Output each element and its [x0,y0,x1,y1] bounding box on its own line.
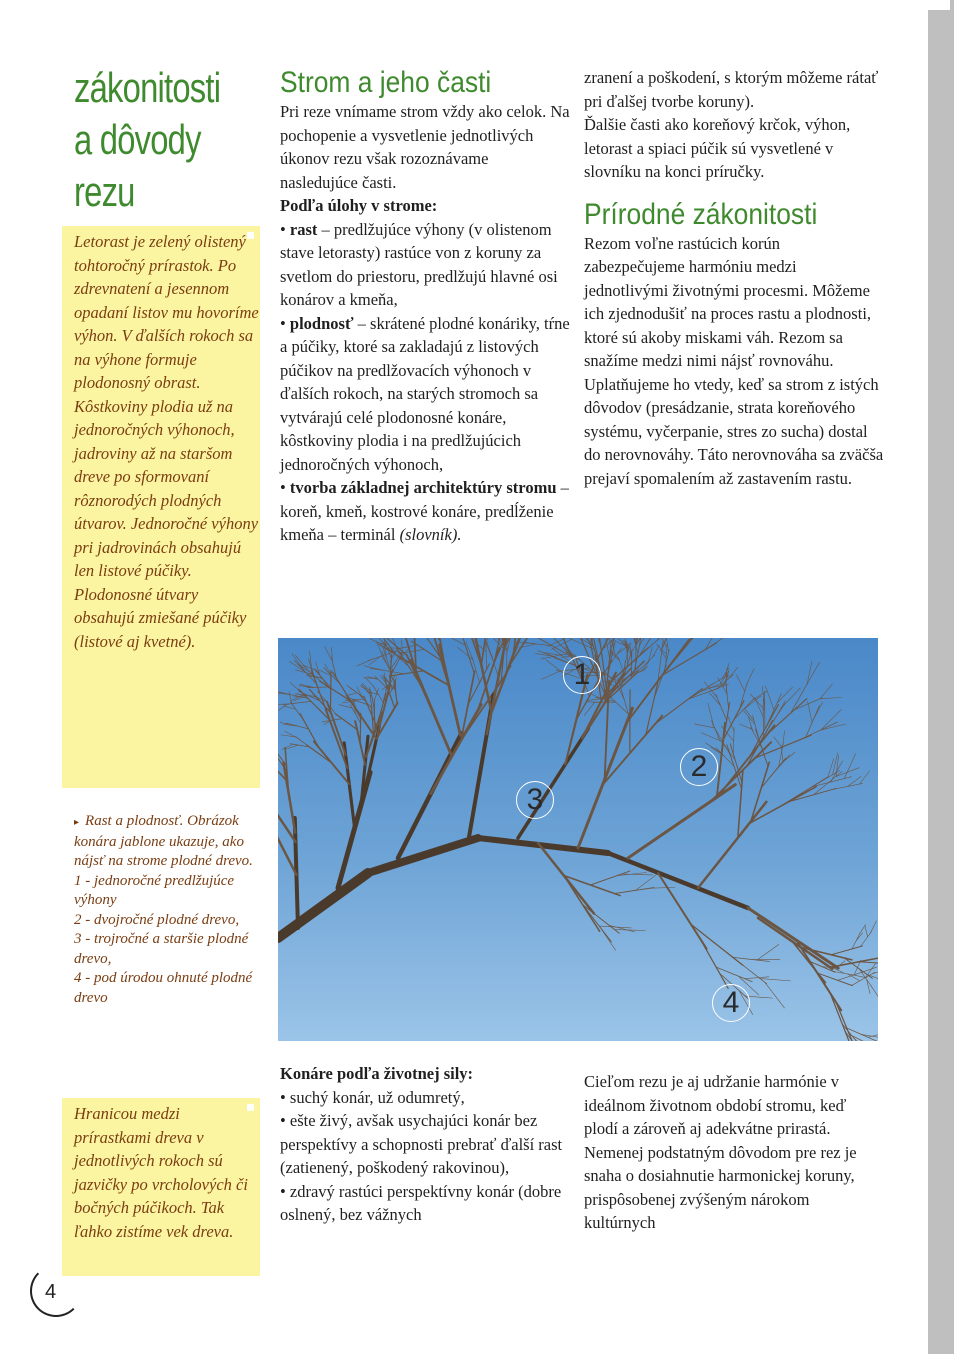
sidebar-note-text: Letorast je zelený olistený tohtoročný prírastok. Po zdrevnatení a jesennom opadaní listov mu hovoríme výhon. V ďalších rokoch sa na výhone formuje plodonosný obrast. Kôstkoviny plodia už na jednoročných výhonoch, jadroviny až na staršom dreve po sformovaní rôznorodých plodných útvarov. Jednoročné výhony pri jadrovinách obsahujú len listové púčiky. Plodonosné útvary obsahujú zmiešané púčiky (listové aj kvetné). [74,232,259,651]
branch-twig [369,657,380,665]
branch-twig [364,666,381,670]
branch-twig [820,724,845,730]
branch-twig [438,638,466,645]
branch-twig [716,967,752,982]
branch-twig [608,853,748,908]
branch-twig [487,642,493,659]
branch-twig [784,752,795,761]
branch-twig [368,838,478,873]
branch-twig [871,986,878,997]
branch-twig [708,638,742,648]
sidebar-note-text: Hranicou medzi prírastkami dreva v jednotlivých rokoch sú jazvičky po vrcholových či bočných púčikoch. Tak ľahko zistíme vek dreva. [74,1104,248,1241]
photo-label-2: 2 [680,748,718,786]
caption-item-4: 4 - pod úrodou ohnuté plodné drevo [74,970,253,1006]
branch-twig [278,873,368,938]
branch-twig [789,788,836,801]
branch-twig [831,761,843,782]
branch-twig [582,904,611,942]
list-item [280,476,570,547]
note-pin-icon [247,1104,254,1111]
sidebar-note-jazvicky [62,1098,260,1276]
note-pin-icon [247,232,254,239]
branch-twig [357,659,373,666]
photo-label-1: 1 [563,656,601,694]
branch-twig [798,943,841,1010]
list-item [280,1109,570,1180]
branch-twig [830,957,878,968]
branch-twig [740,724,752,729]
title-line-1: zákonitosti [74,64,221,111]
column-prirodne [584,66,884,490]
branch-twig [320,681,351,701]
caption-item-2: 2 - dvojročné plodné drevo, [74,911,240,928]
column-sila [280,1062,570,1227]
bullet-icon: • [280,219,286,239]
branch-twig [808,701,813,722]
branch-twig [833,971,853,975]
branch-twig [813,702,822,719]
paragraph-ciel: Cieľom rezu je aj udržanie harmónie v ideálnom životnom období stromu, keď plodí a zároveň aj adekvátne prirastá. Nemenej podstatným dôvodom pre rez je snaha o dosiahnutie harmonickej koruny, prispôsobenej zvýšeným nárokom kultúrnych [584,1072,857,1232]
branch-twig [335,714,357,730]
branch-twig [791,682,808,713]
glossary-ref: (slovník). [399,525,462,544]
caption-item-1: 1 - jednoročné predlžujúce výhony [74,872,235,908]
branch-twig [820,684,832,699]
branch-twig [316,670,328,686]
branch-twig [552,639,572,649]
branch-twig [333,672,353,704]
page-title [74,62,222,218]
column-strom [280,66,570,547]
branch-twig [757,944,779,960]
branch-twig [347,685,357,692]
branch-twig [871,921,877,933]
branch-twig [860,925,866,934]
branch-twig [566,638,595,649]
branch-twig [591,871,630,885]
page-number-circle [30,1265,82,1317]
branch-twig [327,702,346,755]
branch-twig [569,638,581,639]
branch-twig [285,731,298,738]
branch-twig [653,646,659,657]
branch-twig [765,982,785,1008]
branch-twig [524,642,552,645]
branch-twig [278,704,287,713]
branch-twig [359,694,372,708]
branch-twig [740,682,748,708]
branch-twig [777,687,792,702]
branch-twig [750,694,764,710]
caption-intro: Rast a plodnosť. Obrázok konára jablone ukazuje, ako nájsť na strome plodné drevo. [74,813,253,869]
subheading-uloha: Podľa úlohy v strome: [280,196,438,215]
branch-twig [798,722,837,740]
list-item [280,218,570,312]
branch-twig [330,671,331,712]
photo-label-4: 4 [712,984,750,1022]
sidebar-note-letorast [62,226,260,788]
branch-twig [698,802,766,888]
term-plodnost: plodnosť [289,313,354,333]
branch-twig [807,661,812,684]
term-rast-desc: – predlžujúce výhony (v olistenom stave letorasty) rastúce von z koruny za svetlom do priestoru, predlžujú hlavné osi konárov a kmeňa, [280,219,558,309]
branch-twig [711,720,719,739]
branch-twig [283,762,295,832]
branch-twig [820,697,842,698]
branch-twig [784,688,800,705]
branch-twig [766,694,781,727]
term-plodnost-desc: – skrátené plodné konáriky, tŕne a púčiky, ktoré sa zakladajú z listových púčikov na predlžovacích výhonoch v ďalších rokoch, na starých stromoch sa vytvárajú celé plodonosné konáre, kôstkoviny plodia i na predlžujúcich jednoročných výhonoch, [280,313,570,474]
paragraph-prirodne: Rezom voľne rastúcich korún zabezpečujeme harmóniu medzi jednotlivými životnými procesmi. Môžeme ich zjednodušiť na proces rastu a plodnosti, ktoré sú akoby miskami váh. Rezom sa snažíme medzi nimi nájsť rovnováhu. Uplatňujeme ho vtedy, keď sa strom z istých dôvodov (presádzanie, strata koreňového systému, vyčerpanie, stres zo sucha) dostal do nerovnováhy. Táto nerovnováha sa zväčša prejaví spomalením až zastavením rastu. [584,233,884,488]
branch-twig [470,638,491,710]
bullet-icon: • [280,1087,286,1107]
branch-twig [865,926,868,936]
branch-twig [812,777,852,787]
list-item-text: zdravý rastúci perspektívny konár (dobre oslnený, bez vážnych [280,1181,562,1224]
paragraph-intro: Pri reze vnímame strom vždy ako celok. Na pochopenie a vysvetlenie jednotlivých úkonov rezu však rozoznávame nasledujúce časti. [280,102,570,192]
list-item [280,1086,570,1110]
branch-twig [541,671,559,679]
branch-twig [525,638,547,643]
branch-photo [278,638,878,1041]
branch-twig [290,702,303,719]
branch-twig [783,731,785,746]
title-line-2: a dôvody [74,116,201,163]
branch-twig [807,662,820,684]
branch-twig [761,758,785,788]
branch-twig [303,665,317,670]
bullet-icon: • [280,478,286,497]
branch-twig [747,669,754,684]
paragraph-continuation: zranení a poškodení, s ktorým môžeme rátať pri ďalšej tvorbe koruny). [584,68,879,111]
branch-twig [325,647,333,661]
bullet-icon: • [280,1111,286,1130]
paragraph-other-parts: Ďalšie časti ako koreňový krčok, výhon, letorast a spiaci púčik sú vysvetlené v slovníku na konci príručky. [584,115,851,181]
bullet-icon: • [280,1181,286,1201]
branch-twig [844,754,855,779]
branch-twig [751,762,769,821]
branch-twig [278,689,281,693]
branch-twig [821,710,841,730]
branch-twig [615,930,646,931]
branch-twig [737,675,745,691]
branch-twig [546,660,562,672]
branch-twig [296,737,313,750]
list-item [280,1180,570,1227]
branch-twig [365,677,374,686]
branch-twig [748,908,838,968]
branch-twig [728,667,737,679]
section-heading-prirodne: Prírodné zákonitosti [584,197,818,231]
section-heading-strom: Strom a jeho časti [280,66,492,99]
branch-twig [745,977,769,979]
branch-twig [603,716,663,785]
branch-twig [830,993,849,1041]
viewer-edge [928,0,954,1354]
branch-twig [600,928,615,951]
branch-twig [694,724,714,728]
subheading-sila: Konáre podľa životnej sily: [280,1064,474,1083]
branch-twig [614,888,653,894]
page-number: 4 [45,1281,57,1303]
branch-twig [290,682,301,692]
branch-twig [666,644,667,667]
branch-twig [419,638,440,641]
branch-twig [806,705,820,737]
branch-twig [655,689,702,724]
photo-caption [74,812,264,1008]
branch-twig [699,937,728,988]
branch-twig [708,703,714,726]
caption-item-3: 3 - trojročné a staršie plodné drevo, [74,931,249,967]
photo-label-3: 3 [516,781,554,819]
term-architektura-desc: – koreň, kmeň, kostrové konáre, predĺženie kmeňa – terminál [280,478,569,544]
list-item [280,312,570,477]
caption-marker-icon: ▸ [74,817,80,828]
branch-twig [490,638,522,717]
branch-twig [774,755,789,772]
branch-twig [760,979,791,981]
branch-twig [862,967,876,972]
branch-twig [398,733,462,858]
branch-twig [308,659,317,688]
list-item-text: ešte živý, avšak usychajúci konár bez perspektívy a schopnosti prebrať ďalší rast (zatienený, poškodený rakovinou), [280,1111,563,1177]
branch-twig [311,670,327,712]
term-architektura: tvorba základnej architektúry stromu [289,478,557,497]
branch-twig [768,699,807,734]
column-ciel [584,1070,884,1235]
branch-twig [718,737,735,760]
branch-illustration [278,638,878,1041]
branch-twig [844,958,872,978]
branch-twig [292,654,304,671]
term-rast: rast [289,219,318,239]
branch-twig [727,715,734,731]
branch-twig [486,643,493,660]
branch-twig [831,946,862,955]
branch-twig [687,638,742,642]
branch-twig [716,695,727,721]
list-item-text: suchý konár, už odumretý, [289,1087,465,1107]
branch-twig [765,686,774,710]
branch-twig [755,698,763,718]
branch-twig [860,771,870,784]
title-line-3: rezu [74,168,135,215]
bullet-icon: • [280,313,286,333]
